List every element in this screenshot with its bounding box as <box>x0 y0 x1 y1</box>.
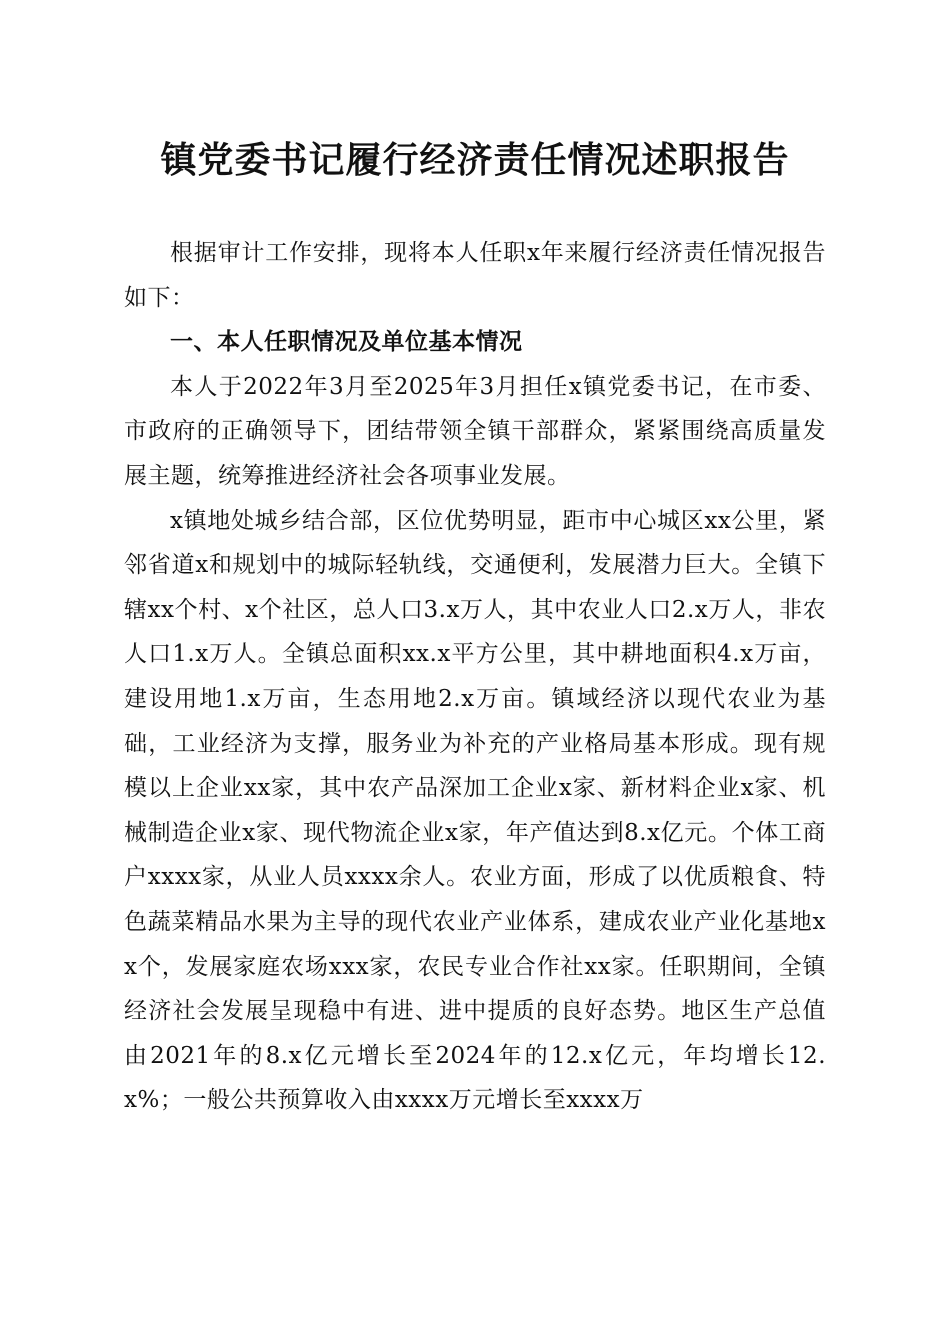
page-title: 镇党委书记履行经济责任情况述职报告 <box>160 139 790 181</box>
intro-paragraph: 根据审计工作安排，现将本人任职x年来履行经济责任情况报告如下： <box>124 240 826 311</box>
section-heading: 一、本人任职情况及单位基本情况 <box>170 329 523 356</box>
paragraph-town-overview: x镇地处城乡结合部，区位优势明显，距市中心城区xx公里，紧邻省道x和规划中的城际轻轨线，交通便利，发展潜力巨大。全镇下辖xx个村、x个社区，总人口3.x万人，其中农业人口2.x万人，非农人口1.x万人。全镇总面积xx.x平方公里，其中耕地面积4.x万亩，建设用地1.x万亩，生态用地2.x万亩。镇域经济以现代农业为基础，工业经济为支撑，服务业为补充的产业格局基本形成。现有规模以上企业xx家，其中农产品深加工企业x家、新材料企业x家、机械制造企业x家、现代物流企业x家，年产值达到8.x亿元。个体工商户xxxx家，从业人员xxxx余人。农业方面，形成了以优质粮食、特色蔬菜精品水果为主导的现代农业产业体系，建成农业产业化基地xx个，发展家庭农场xxx家，农民专业合作社xx家。任职期间，全镇经济社会发展呈现稳中有进、进中提质的良好态势。地区生产总值由2021年的8.x亿元增长至2024年的12.x亿元，年均增长12.x%；一般公共预算收入由xxxx万元增长至xxxx万 <box>124 507 826 1114</box>
paragraph-tenure: 本人于2022年3月至2025年3月担任x镇党委书记，在市委、市政府的正确领导下，团结带领全镇干部群众，紧紧围绕高质量发展主题，统筹推进经济社会各项事业发展。 <box>124 373 826 489</box>
document-body <box>124 231 826 1123</box>
